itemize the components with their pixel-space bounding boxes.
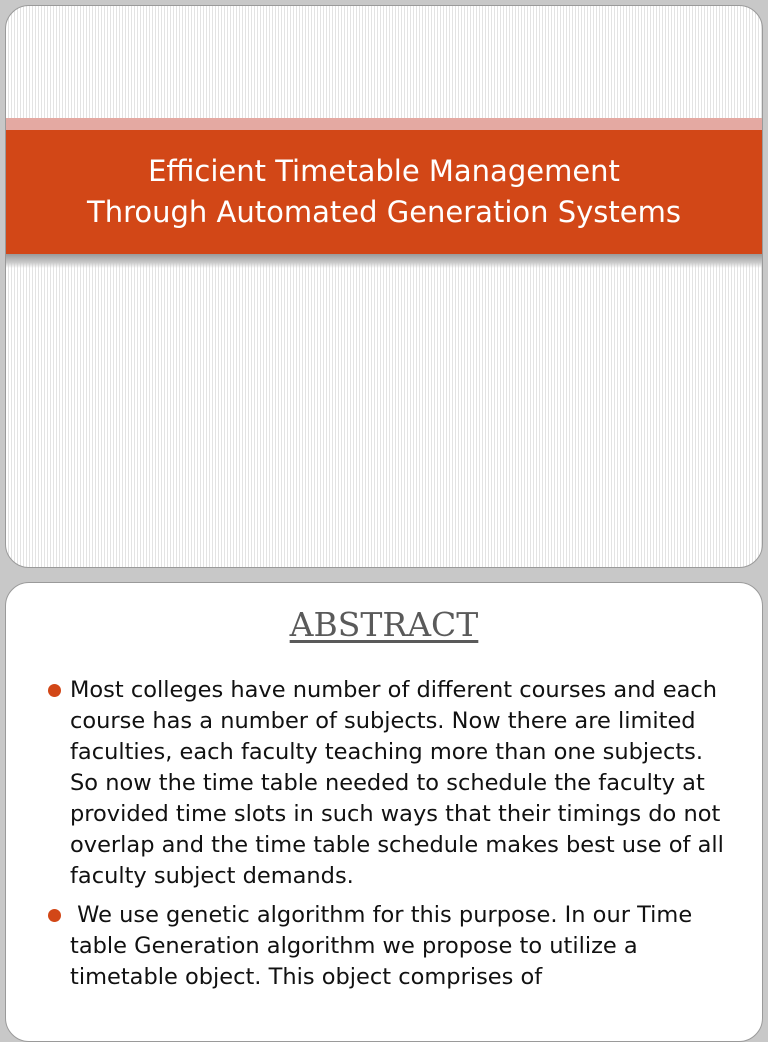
bullet-item <box>46 900 732 993</box>
bullet-text: We use genetic algorithm for this purpose. In our Time table Generation algorithm we propose to utilize a timetable object. This object comprises of <box>70 902 700 990</box>
bullet-item <box>46 675 732 892</box>
title-band-shadow <box>6 254 762 268</box>
title-band <box>6 130 762 254</box>
abstract-slide <box>5 582 763 1042</box>
bullet-dot-icon <box>48 684 61 697</box>
title-slide <box>5 5 763 568</box>
abstract-heading: ABSTRACT <box>289 605 479 644</box>
abstract-bullet-list <box>46 675 732 1001</box>
bullet-text: Most colleges have number of different courses and each course has a number of subjects. Now there are limited faculties, each faculty teaching more than one subjects. So now the time table needed to schedule the faculty at provided time slots in such ways that their timings do not overlap and the time table schedule makes best use of all faculty subject demands. <box>70 677 724 889</box>
bullet-dot-icon <box>48 909 61 922</box>
title-accent-stripe <box>6 118 762 130</box>
slide-title: Efficient Timetable Management Through Automated Generation Systems <box>87 154 681 229</box>
